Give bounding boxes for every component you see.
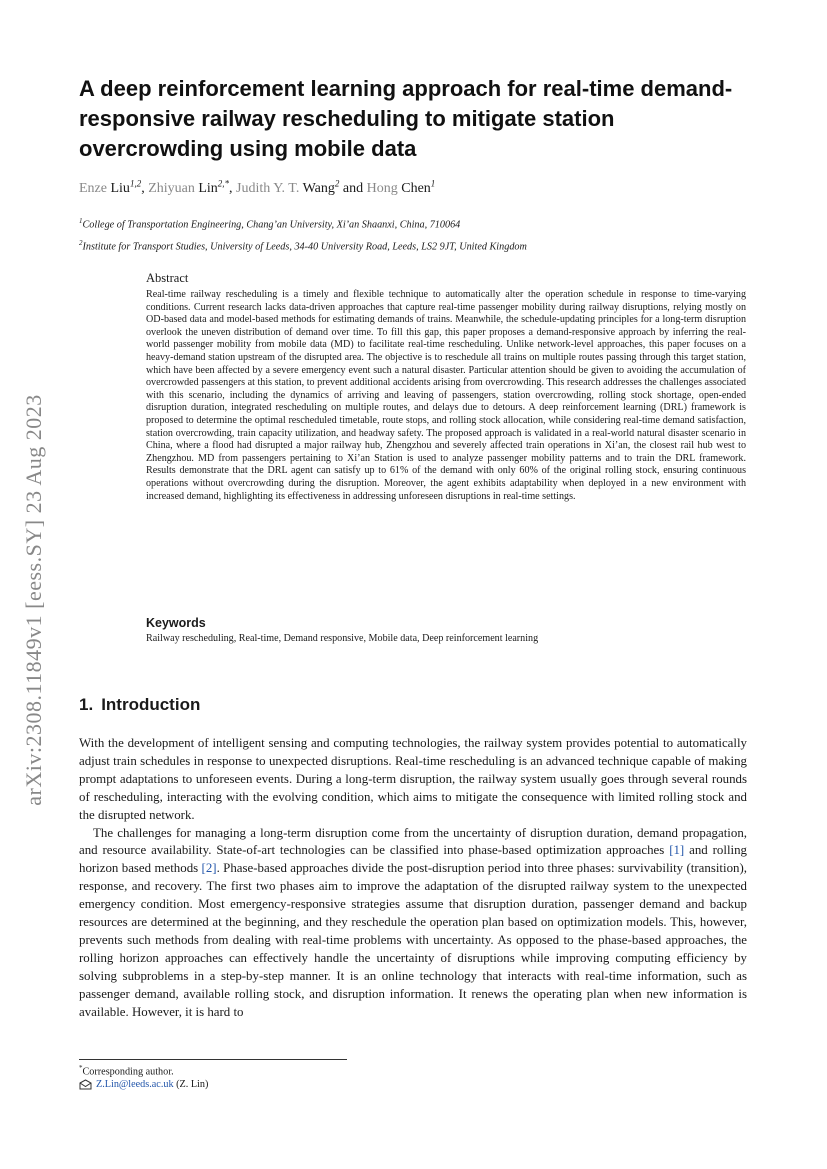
abstract-heading: Abstract — [146, 271, 189, 285]
section-number: 1. — [79, 695, 94, 714]
abstract-text: Real-time railway rescheduling is a timely and flexible technique to automatically alter the operation schedule in response to time-varying conditions. Current research lacks data-driven approaches that capture real-time passenger mobility during railway disruptions, relying mostly on OD-based data and model-based methods for estimating demands of trains. Meanwhile, the schedule-updating principles for a long-term disruption overlook the uneven distribution of demand over time. To fill this gap, this paper proposes a demand-responsive approach by inferring the real-world passenger mobility from mobile data (MD) to facilitate real-time rescheduling. Unlike network-level approaches, this paper focuses on a heavy-demand station upstream of the disrupted area. The objective is to reschedule all trains on multiple routes passing through this target station, which have been affected by a severe emergency event such a natural disaster. Particular attention should be given to avoiding the accumulation of overcrowded passengers at this station, to prevent additional accidents arising from overcrowding. This research addresses the challenges associated with this scenario, including the dynamics of arriving and leaving of passengers, station overcrowding, rolling stock shortage, open-ended disruption duration, integrated rescheduling on multiple routes, and delays due to detours. A deep reinforcement learning (DRL) framework is proposed to determine the optimal rescheduled timetable, route stops, and rolling stock allocation, while considering real-time demand satisfaction, station overcrowding, train capacity utilization, and headway safety. The proposed approach is validated in a real-world natural disaster scenario in China, where a flood had disrupted a major railway hub, Zhengzhou and severely affected train operations in Xi’an, the closest rail hub west to Zhengzhou. MD from passengers pertaining to Xi’an Station is used to analyze passenger mobility patterns and to train the DRL framework. Results demonstrate that the DRL agent can satisfy up to 61% of the demand with only 60% of the original rolling stock, ensuring continuous operations without overcrowding during the disruption. Moreover, the agent exhibits adaptability when deployed in a new environment with increased demand, highlighting its effectiveness in addressing unforeseen disruptions in real-time settings. — [146, 289, 746, 502]
citation-link-1[interactable]: [1] — [669, 843, 685, 858]
intro-paragraph-1: With the development of intelligent sensing and computing technologies, the railway system provides potential to automatically adjust train schedules in response to unexpected disruptions. Real-time rescheduling is an advanced technique capable of making prompt adaptations to unforeseen events. During a long-term disruption, the railway system usually goes through several rounds of rescheduling, interacting with the evolving condition, which aims to mitigate the consequence with limited rolling stock and the disrupted network. — [79, 736, 747, 822]
author-2: Zhiyuan Lin$^{2,*}$, — [148, 178, 237, 196]
keywords-heading: Keywords — [146, 616, 206, 630]
section-title-text: Introduction — [101, 695, 201, 714]
envelope-icon — [79, 1079, 92, 1090]
affiliation-2: $^2$Institute for Transport Studies, University of Leeds, 34-40 University Road, Leeds, LS2 9JT, United Kingdom — [79, 239, 527, 253]
affiliations — [79, 212, 527, 257]
arxiv-identifier: arXiv:2308.11849v1 [eess.SY] 23 Aug 2023 — [21, 394, 46, 806]
author-list — [79, 178, 435, 197]
footnote-divider — [79, 1059, 347, 1060]
author-4: Hong Chen$^1$ — [366, 178, 436, 196]
affiliation-1: $^1$College of Transportation Engineering, Chang’an University, Xi’an Shaanxi, China, 710064 — [79, 217, 461, 231]
author-3: Judith Y. T. Wang$^2$ and — [236, 178, 367, 196]
paper-title: A deep reinforcement learning approach for real-time demand-responsive railway rescheduling to mitigate station overcrowding using mobile data — [79, 76, 733, 161]
keywords-text: Railway rescheduling, Real-time, Demand responsive, Mobile data, Deep reinforcement learning — [146, 633, 539, 644]
email-footnote: Z.Lin@leeds.ac.uk (Z. Lin) — [79, 1079, 208, 1090]
corresponding-author-footnote: *Corresponding author. — [79, 1064, 174, 1078]
citation-link-2[interactable]: [2] — [201, 861, 217, 876]
intro-paragraph-2: The challenges for managing a long-term disruption come from the uncertainty of disruption duration, demand propagation, and resource availability. State-of-art technologies can be classified into phase-based optimization approaches [1] and rolling horizon based methods [2]. Phase-based approaches divide the post-disruption period into three phases: survivability (transition), response, and recovery. The first two phases aim to improve the adaptation of the disrupted railway system to the unexpected emergency condition. Most emergency-responsive strategies assume that disruption duration, passenger demand and backup resources are determined at the beginning, and they reschedule the operation plan based on optimization models. This, however, prevents such methods from dealing with real-time problems with uncertainty. As opposed to the phase-based approaches, the rolling horizon approaches can effectively handle the uncertainty of disruptions while improving computing efficiency by solving subproblems in a step-by-step manner. It is an online technology that interacts with real-time information, such as passenger demand, available rolling stock, and disruption information. It renews the operating plan when new information is available. However, it is hard to — [79, 825, 748, 1019]
arxiv-sidebar-stamp — [8, 330, 60, 870]
section-heading-introduction — [79, 695, 200, 715]
email-link[interactable]: Z.Lin@leeds.ac.uk — [96, 1079, 174, 1090]
introduction-body — [79, 735, 747, 1022]
author-1: Enze Liu$^{1,2}$, — [79, 178, 149, 196]
